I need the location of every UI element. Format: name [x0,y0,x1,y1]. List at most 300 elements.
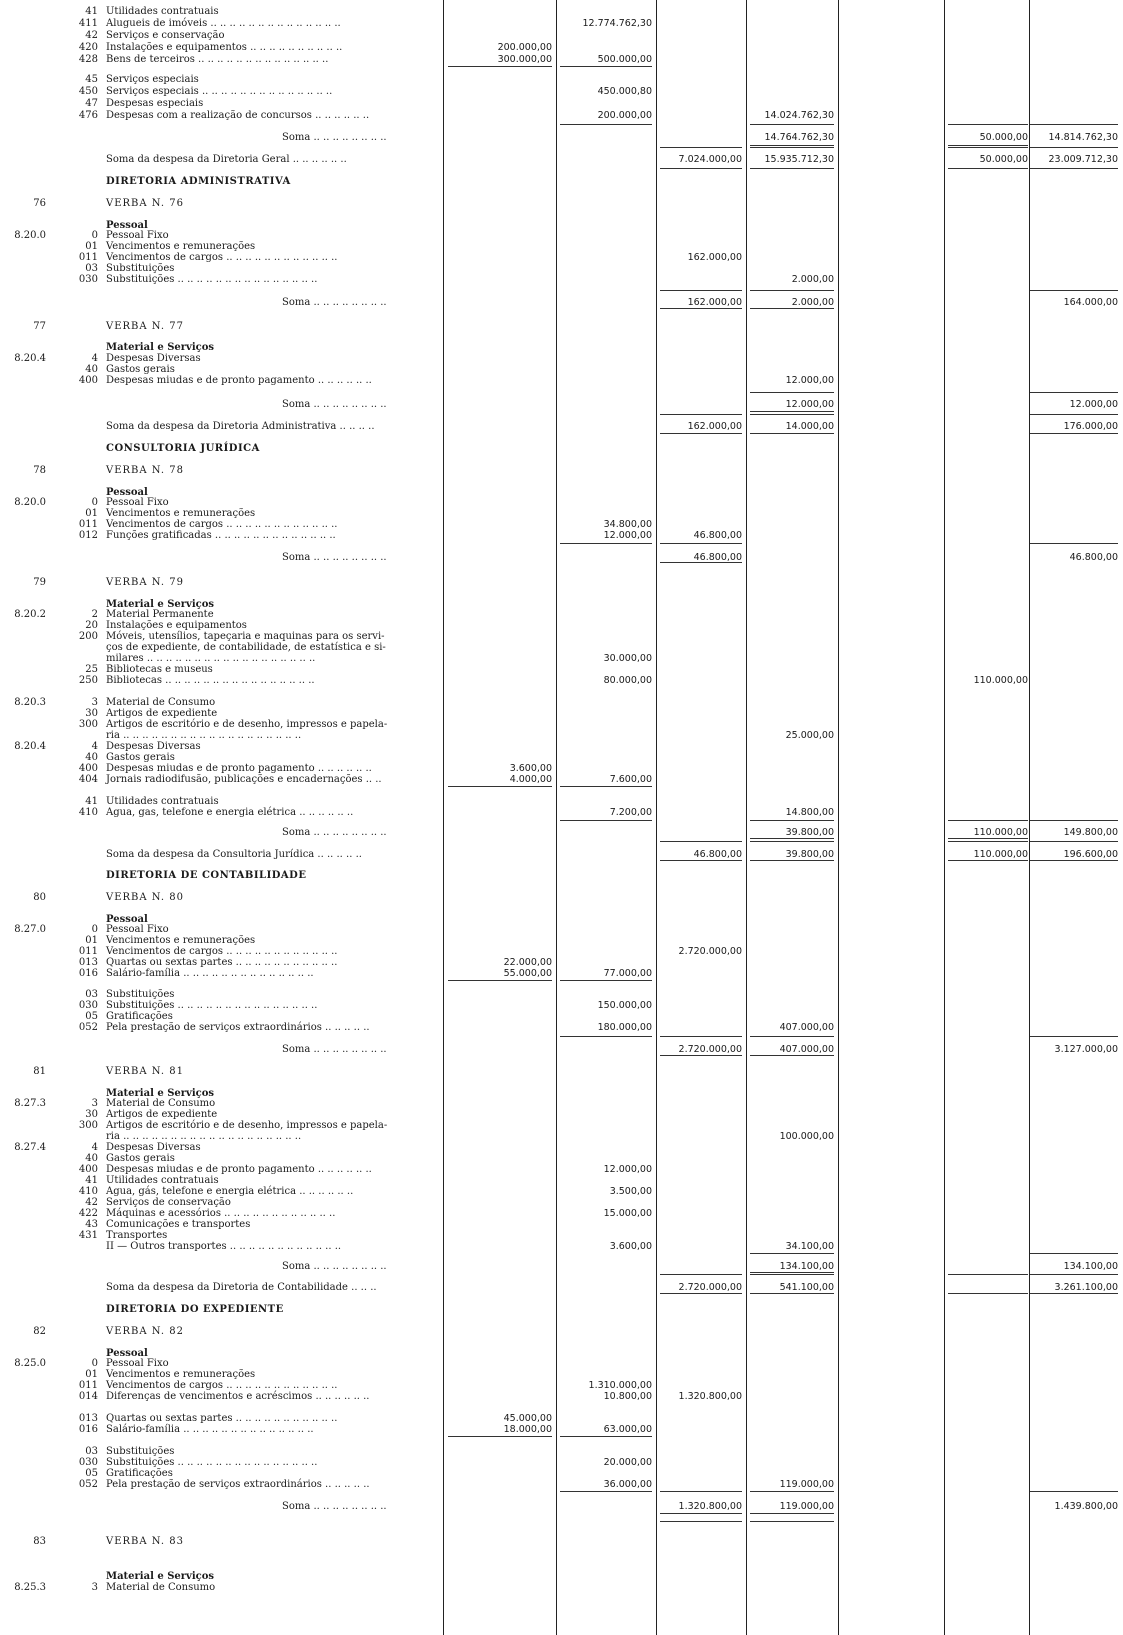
amount-cell: 12.000,00 [603,1164,652,1175]
total-rule [948,1274,1028,1275]
row-description: Pela prestação de serviços extraordinários .. .. .. .. .. [106,1479,370,1490]
row-description: Pessoal [106,487,148,498]
row-code: 79 [33,577,46,588]
row-description: ria .. .. .. .. .. .. .. .. .. .. .. .. .. .. .. .. .. .. .. [106,1131,302,1142]
amount-cell: 119.000,00 [779,1501,834,1512]
amount-cell: 12.000,00 [603,530,652,541]
row-description: Soma da despesa da Diretoria Geral .. .. .. .. .. .. [106,154,347,165]
row-subcode: 420 [78,42,98,53]
row-subcode: 30 [85,1109,98,1120]
row-subcode: 03 [85,263,98,274]
row-sum-label: Soma .. .. .. .. .. .. .. .. [282,1501,387,1512]
amount-cell: 3.600,00 [509,763,552,774]
total-rule [448,1436,552,1437]
ledger-row [0,967,1123,980]
ledger-row [0,131,1123,144]
row-description: Pessoal [106,1348,148,1359]
row-code: 8.25.0 [14,1358,46,1369]
total-rule [1030,1253,1118,1254]
row-description: DIRETORIA DO EXPEDIENTE [106,1304,284,1315]
row-description: Pessoal Fixo [106,924,169,935]
row-subcode: 40 [85,1153,98,1164]
ledger-row [0,674,1123,687]
row-code: 8.20.0 [14,497,46,508]
row-description: Bens de terceiros .. .. .. .. .. .. .. .. .. .. .. .. .. .. [106,54,329,65]
row-description: Vencimentos e remunerações [106,935,256,946]
total-rule [1030,124,1118,125]
total-rule [948,145,1028,146]
ledger-row [0,1065,1123,1078]
amount-cell: 46.800,00 [1069,552,1118,563]
row-subcode: 01 [85,1369,98,1380]
total-rule [660,414,742,415]
row-description: VERBA N. 78 [106,465,184,476]
row-description: Serviços especiais .. .. .. .. .. .. .. .. .. .. .. .. .. .. [106,86,333,97]
total-rule [560,786,652,787]
amount-cell: 3.600,00 [609,1241,652,1252]
total-rule [660,1521,742,1522]
row-subcode: 45 [85,74,98,85]
total-rule [560,820,652,821]
row-subcode: 250 [78,675,98,686]
amount-cell: 134.100,00 [1063,1261,1118,1272]
total-rule [1030,1491,1118,1492]
amount-cell: 50.000,00 [979,154,1028,165]
ledger-row [0,1581,1123,1594]
row-description: Bibliotecas .. .. .. .. .. .. .. .. .. .. .. .. .. .. .. .. [106,675,315,686]
amount-cell: 541.100,00 [779,1282,834,1293]
row-description: DIRETORIA DE CONTABILIDADE [106,870,307,881]
amount-cell: 80.000,00 [603,675,652,686]
amount-cell: 14.814.762,30 [1048,132,1118,143]
row-subcode: 428 [78,54,98,65]
amount-cell: 300.000,00 [497,54,552,65]
row-subcode: 011 [78,252,98,263]
row-subcode: 011 [78,519,98,530]
row-subcode: 0 [91,230,98,241]
amount-cell: 164.000,00 [1063,297,1118,308]
row-description: Quartas ou sextas partes .. .. .. .. .. .. .. .. .. .. .. [106,957,338,968]
row-subcode: 42 [85,1197,98,1208]
amount-cell: 15.000,00 [603,1208,652,1219]
total-rule [750,290,834,291]
row-subcode: 422 [78,1208,98,1219]
amount-cell: 3.500,00 [609,1186,652,1197]
row-subcode: 476 [78,110,98,121]
amount-cell: 14.024.762,30 [764,110,834,121]
amount-cell: 63.000,00 [603,1424,652,1435]
row-subcode: 05 [85,1011,98,1022]
row-description: Material de Consumo [106,1582,216,1593]
row-subcode: 4 [91,353,98,364]
ledger-row [0,273,1123,286]
row-description: Despesas Diversas [106,1142,201,1153]
row-description: Artigos de expediente [106,708,218,719]
total-rule [448,66,552,67]
ledger-row [0,1021,1123,1034]
row-subcode: 016 [78,968,98,979]
row-subcode: 013 [78,957,98,968]
total-rule [660,168,742,169]
row-description: VERBA N. 76 [106,198,184,209]
row-code: 78 [33,465,46,476]
amount-cell: 176.000,00 [1063,421,1118,432]
ledger-row [0,848,1123,861]
amount-cell: 12.000,00 [1069,399,1118,410]
row-description: VERBA N. 79 [106,577,184,588]
ledger-row [0,773,1123,786]
total-rule [660,543,742,544]
row-description: II — Outros transportes .. .. .. .. .. .. .. .. .. .. .. .. [106,1241,342,1252]
row-description: Material Permanente [106,609,214,620]
total-rule [660,1491,742,1492]
amount-cell: 1.310.000,00 [588,1380,652,1391]
amount-cell: 25.000,00 [785,730,834,741]
row-description: Substituições [106,989,175,1000]
amount-cell: 2.720.000,00 [678,1044,742,1055]
amount-cell: 12.000,00 [785,399,834,410]
row-description: Material de Consumo [106,697,216,708]
amount-cell: 162.000,00 [687,252,742,263]
ledger-row [0,320,1123,333]
ledger-row [0,806,1123,819]
amount-cell: 7.024.000,00 [678,154,742,165]
total-rule [750,168,834,169]
row-description: Utilidades contratuais [106,1175,219,1186]
total-rule [750,841,834,842]
row-description: DIRETORIA ADMINISTRATIVA [106,176,291,187]
row-description: Jornais radiodifusão, publicações e encadernações .. .. [106,774,382,785]
amount-cell: 14.000,00 [785,421,834,432]
row-subcode: 013 [78,1413,98,1424]
row-description: Vencimentos e remunerações [106,1369,256,1380]
ledger-row [0,442,1123,455]
row-description: Gastos gerais [106,1153,175,1164]
row-subcode: 052 [78,1022,98,1033]
row-subcode: 2 [91,609,98,620]
total-rule [1030,290,1118,291]
row-subcode: 3 [91,1098,98,1109]
row-description: Vencimentos de cargos .. .. .. .. .. .. .. .. .. .. .. .. [106,946,338,957]
total-rule [750,392,834,393]
row-description: Despesas miudas e de pronto pagamento .. .. .. .. .. .. [106,375,372,386]
total-rule [948,124,1028,125]
ledger-row [0,175,1123,188]
row-subcode: 431 [78,1230,98,1241]
amount-cell: 45.000,00 [503,1413,552,1424]
amount-cell: 46.800,00 [693,552,742,563]
row-description: Soma da despesa da Consultoria Jurídica .. .. .. .. .. [106,849,362,860]
ledger-row [0,576,1123,589]
total-rule [660,433,742,434]
amount-cell: 12.774.762,30 [582,18,652,29]
row-description: Bibliotecas e museus [106,664,213,675]
amount-cell: 200.000,00 [497,42,552,53]
amount-cell: 18.000,00 [503,1424,552,1435]
row-subcode: 3 [91,1582,98,1593]
total-rule [750,1036,834,1037]
total-rule [1030,147,1118,148]
row-description: Salário-família .. .. .. .. .. .. .. .. .. .. .. .. .. .. [106,1424,314,1435]
row-description: Substituições .. .. .. .. .. .. .. .. .. .. .. .. .. .. .. [106,274,318,285]
row-description: VERBA N. 81 [106,1066,184,1077]
row-code: 80 [33,892,46,903]
amount-cell: 110.000,00 [973,849,1028,860]
total-rule [750,1513,834,1514]
row-subcode: 410 [78,807,98,818]
row-code: 8.25.3 [14,1582,46,1593]
row-description: VERBA N. 83 [106,1536,184,1547]
row-subcode: 411 [78,18,98,29]
row-description: Substituições [106,1446,175,1457]
amount-cell: 100.000,00 [779,1131,834,1142]
total-rule [1030,1274,1118,1275]
total-rule [660,1274,742,1275]
amount-cell: 12.000,00 [785,375,834,386]
total-rule [1030,168,1118,169]
total-rule [750,1253,834,1254]
row-description: Agua, gas, telefone e energia elétrica .. .. .. .. .. .. [106,807,354,818]
row-description: VERBA N. 80 [106,892,184,903]
amount-cell: 14.800,00 [785,807,834,818]
amount-cell: 3.127.000,00 [1054,1044,1118,1055]
row-description: Gratificações [106,1011,173,1022]
row-description: Despesas Diversas [106,741,201,752]
row-subcode: 0 [91,924,98,935]
row-description: milares .. .. .. .. .. .. .. .. .. .. .. .. .. .. .. .. .. .. [106,653,316,664]
amount-cell: 22.000,00 [503,957,552,968]
amount-cell: 39.800,00 [785,849,834,860]
ledger-row [0,529,1123,542]
row-description: Máquinas e acessórios .. .. .. .. .. .. .. .. .. .. .. .. [106,1208,336,1219]
row-description: Pessoal [106,220,148,231]
ledger-row [0,1478,1123,1491]
row-subcode: 0 [91,497,98,508]
row-sum-label: Soma .. .. .. .. .. .. .. .. [282,1044,387,1055]
row-description: Instalações e equipamentos .. .. .. .. .. .. .. .. .. .. [106,42,343,53]
row-subcode: 25 [85,664,98,675]
total-rule [1030,543,1118,544]
amount-cell: 150.000,00 [597,1000,652,1011]
row-code: 8.27.0 [14,924,46,935]
row-subcode: 03 [85,989,98,1000]
ledger-row [0,891,1123,904]
row-description: Serviços especiais [106,74,199,85]
row-description: Serviços e conservação [106,30,225,41]
row-description: Artigos de escritório e de desenho, impressos e papela- [106,1120,388,1131]
total-rule [750,145,834,146]
row-description: Vencimentos e remunerações [106,508,256,519]
total-rule [1030,841,1118,842]
row-description: Artigos de expediente [106,1109,218,1120]
amount-cell: 110.000,00 [973,675,1028,686]
ledger-row [0,53,1123,66]
amount-cell: 110.000,00 [973,827,1028,838]
amount-cell: 134.100,00 [779,1261,834,1272]
row-description: Vencimentos de cargos .. .. .. .. .. .. .. .. .. .. .. .. [106,252,338,263]
row-description: Substituições .. .. .. .. .. .. .. .. .. .. .. .. .. .. .. [106,1000,318,1011]
row-subcode: 400 [78,763,98,774]
ledger-row [0,296,1123,309]
ledger-row [0,826,1123,839]
row-description: Pessoal Fixo [106,1358,169,1369]
amount-cell: 20.000,00 [603,1457,652,1468]
total-rule [560,66,652,67]
amount-cell: 23.009.712,30 [1048,154,1118,165]
row-description: Despesas com a realização de concursos .. .. .. .. .. .. [106,110,370,121]
row-description: Vencimentos de cargos .. .. .. .. .. .. .. .. .. .. .. .. [106,1380,338,1391]
row-description: Despesas miudas e de pronto pagamento .. .. .. .. .. .. [106,1164,372,1175]
amount-cell: 450.000,80 [597,86,652,97]
amount-cell: 119.000,00 [779,1479,834,1490]
amount-cell: 162.000,00 [687,297,742,308]
row-subcode: 410 [78,1186,98,1197]
amount-cell: 1.320.800,00 [678,1501,742,1512]
row-code: 8.27.4 [14,1142,46,1153]
amount-cell: 7.600,00 [609,774,652,785]
total-rule [448,980,552,981]
amount-cell: 407.000,00 [779,1044,834,1055]
row-subcode: 20 [85,620,98,631]
row-sum-label: Soma .. .. .. .. .. .. .. .. [282,132,387,143]
row-description: Quartas ou sextas partes .. .. .. .. .. .. .. .. .. .. .. [106,1413,338,1424]
row-description: Móveis, utensílios, tapeçaria e maquinas para os servi- [106,631,385,642]
row-code: 8.20.0 [14,230,46,241]
amount-cell: 1.439.800,00 [1054,1501,1118,1512]
amount-cell: 2.720.000,00 [678,946,742,957]
total-rule [1030,433,1118,434]
row-description: Vencimentos e remunerações [106,241,256,252]
amount-cell: 2.000,00 [791,274,834,285]
row-code: 8.27.3 [14,1098,46,1109]
amount-cell: 407.000,00 [779,1022,834,1033]
row-description: Pessoal Fixo [106,497,169,508]
row-description: Pela prestação de serviços extraordinários .. .. .. .. .. [106,1022,370,1033]
row-description: Despesas especiais [106,98,204,109]
amount-cell: 2.000,00 [791,297,834,308]
total-rule [948,168,1028,169]
row-sum-label: Soma .. .. .. .. .. .. .. .. [282,552,387,563]
row-description: Salário-família .. .. .. .. .. .. .. .. .. .. .. .. .. .. [106,968,314,979]
row-subcode: 012 [78,530,98,541]
row-description: Comunicações e transportes [106,1219,251,1230]
row-subcode: 450 [78,86,98,97]
row-description: Gastos gerais [106,752,175,763]
row-description: ria .. .. .. .. .. .. .. .. .. .. .. .. .. .. .. .. .. .. .. [106,730,302,741]
total-rule [560,1036,652,1037]
row-subcode: 43 [85,1219,98,1230]
row-description: Soma da despesa da Diretoria Administrativa .. .. .. .. [106,421,375,432]
ledger-row [0,1423,1123,1436]
row-code: 81 [33,1066,46,1077]
total-rule [560,543,652,544]
row-subcode: 400 [78,375,98,386]
amount-cell: 196.600,00 [1063,849,1118,860]
total-rule [750,147,834,148]
amount-cell: 46.800,00 [693,530,742,541]
amount-cell: 7.200,00 [609,807,652,818]
amount-cell: 15.935.712,30 [764,154,834,165]
row-subcode: 030 [78,1457,98,1468]
total-rule [660,1036,742,1037]
row-description: Gratificações [106,1468,173,1479]
row-description: ços de expediente, de contabilidade, de estatística e si- [106,642,386,653]
row-sum-label: Soma .. .. .. .. .. .. .. .. [282,827,387,838]
row-sum-label: Soma .. .. .. .. .. .. .. .. [282,1261,387,1272]
total-rule [750,1521,834,1522]
row-description: Pessoal [106,914,148,925]
row-subcode: 016 [78,1424,98,1435]
amount-cell: 50.000,00 [979,132,1028,143]
amount-cell: 55.000,00 [503,968,552,979]
amount-cell: 200.000,00 [597,110,652,121]
total-rule [560,1491,652,1492]
ledger-row [0,197,1123,210]
total-rule [1030,1036,1118,1037]
row-description: Diferenças de vencimentos e acréscimos .. .. .. .. .. .. [106,1391,370,1402]
ledger-row [0,869,1123,882]
row-subcode: 030 [78,1000,98,1011]
total-rule [560,1436,652,1437]
ledger-row [0,1303,1123,1316]
row-subcode: 05 [85,1468,98,1479]
row-subcode: 011 [78,1380,98,1391]
row-description: Despesas Diversas [106,353,201,364]
ledger-row [0,1043,1123,1056]
row-description: Material de Consumo [106,1098,216,1109]
amount-cell: 1.320.800,00 [678,1391,742,1402]
total-rule [660,1513,742,1514]
amount-cell: 34.100,00 [785,1241,834,1252]
total-rule [948,841,1028,842]
ledger-row [0,374,1123,387]
row-subcode: 03 [85,1446,98,1457]
ledger-row [0,1500,1123,1513]
amount-cell: 162.000,00 [687,421,742,432]
row-description: Soma da despesa da Diretoria de Contabilidade .. .. .. [106,1282,377,1293]
row-subcode: 40 [85,752,98,763]
amount-cell: 3.261.100,00 [1054,1282,1118,1293]
row-description: Despesas miudas e de pronto pagamento .. .. .. .. .. .. [106,763,372,774]
total-rule [660,147,742,148]
row-subcode: 404 [78,774,98,785]
amount-cell: 30.000,00 [603,653,652,664]
row-description: Material e Serviços [106,1088,215,1099]
row-code: 82 [33,1326,46,1337]
total-rule [1030,414,1118,415]
row-description: Material e Serviços [106,599,215,610]
ledger-row [0,1281,1123,1294]
amount-cell: 77.000,00 [603,968,652,979]
ledger-row [0,1260,1123,1273]
total-rule [948,820,1028,821]
amount-cell: 180.000,00 [597,1022,652,1033]
row-code: 76 [33,198,46,209]
row-description: Agua, gás, telefone e energia elétrica .. .. .. .. .. .. [106,1186,354,1197]
row-description: Pessoal Fixo [106,230,169,241]
amount-cell: 46.800,00 [693,849,742,860]
row-description: Instalações e equipamentos [106,620,247,631]
row-subcode: 41 [85,796,98,807]
row-code: 8.20.3 [14,697,46,708]
row-description: Alugueis de imóveis .. .. .. .. .. .. .. .. .. .. .. .. .. .. [106,18,341,29]
row-subcode: 3 [91,697,98,708]
row-code: 8.20.4 [14,741,46,752]
row-subcode: 42 [85,30,98,41]
row-subcode: 4 [91,741,98,752]
row-description: Artigos de escritório e de desenho, impressos e papela- [106,719,388,730]
amount-cell: 4.000,00 [509,774,552,785]
